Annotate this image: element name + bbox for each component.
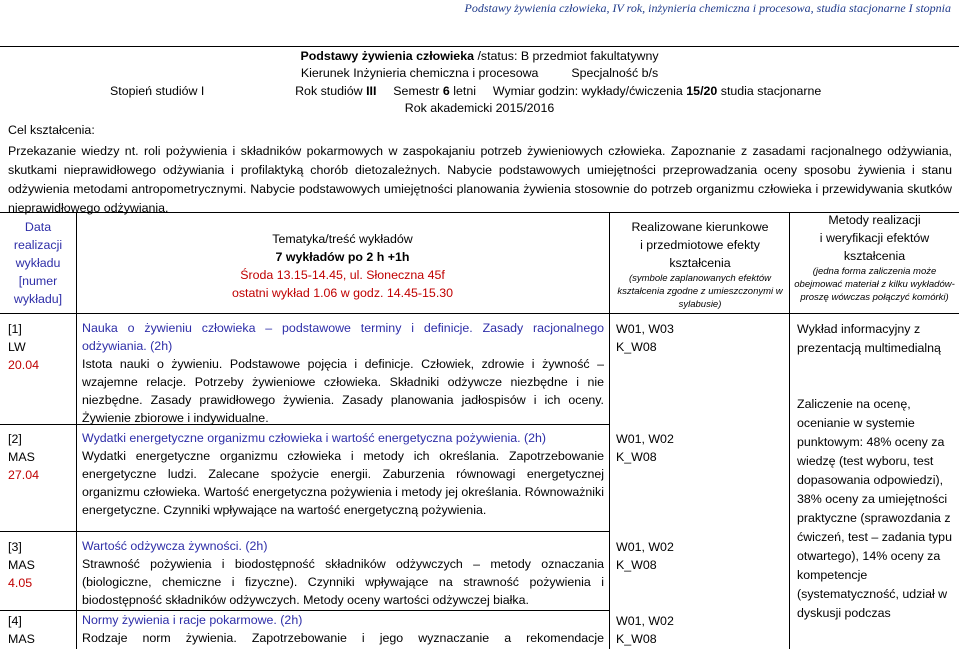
header-rule: [0, 46, 959, 47]
field-line: [0, 66, 959, 81]
lecture-4-date-cell: [4] MAS: [8, 614, 35, 646]
lecture-2-date-cell: [2] MAS 27.04: [8, 432, 40, 482]
lecture-3-outcomes: W01, W02 K_W08: [616, 540, 674, 572]
lecture-4-topic: Normy żywienia i racje pokarmowe. (2h) Rodzaje norm żywienia. Zapotrzebowanie i jego wyznaczanie a rekomendacje: [82, 613, 604, 645]
lecture-3-topic: Wartość odżywcza żywności. (2h) Strawność pożywienia i biodostępność składników odżywczych – metody oznaczania (biologiczne, chemiczne i fizyczne). Czynniki wpływające na strawność pożywienia i biodostępność składników odżywczych. Metody oceny wartości odżywczej białka.: [82, 539, 604, 607]
methods-lecture-form: Wykład informacyjny z prezentacją multimedialną: [797, 322, 941, 355]
lecture-1-outcomes: W01, W03 K_W08: [616, 322, 674, 354]
table-header-rule: [0, 313, 959, 314]
lecture-1-topic: Nauka o żywieniu człowieka – podstawowe terminy i definicje. Zasady racjonalnego odżywiania. (2h) Istota nauki o żywieniu. Podstawowe pojęcia i definicje. Człowiek, zdrowie i żywność – wzajemne relacje. Potrzeby żywieniowe człowieka. Składniki odżywcze niezbędne i nie niezbędne. Zasady prawidłowego żywienia. Zasady planowania jadłospisów i ich oceny. Żywienie zbiorowe i indywidualne.: [82, 321, 604, 425]
study-mode: studia stacjonarne: [720, 84, 822, 98]
course-title: Podstawy żywienia człowieka: [300, 49, 474, 63]
methods-assessment: Zaliczenie na ocenę, ocenianie w systemie punktowym: 48% oceny za wiedzę (test wyboru, test dopasowania odpowiedzi), 38% oceny za umiejętności praktyczne (sprawozdania z ćwiczeń, test – zadania typu otwartego), 14% oceny za kompetencje (systematyczność, udział w dyskusji podczas: [797, 397, 952, 620]
year-label: Rok studiów: [295, 84, 363, 98]
course-degree: Stopień studiów I: [110, 84, 205, 98]
methods-column-header: Metody realizacji i weryfikacji efektów kształcenia (jedna forma zaliczenia może obejmować materiał z kilku wykładów-proszę wówczas połączyć komórki): [794, 213, 955, 303]
course-field: Kierunek Inżynieria chemiczna i procesowa: [300, 66, 539, 80]
row-rule-2: [0, 531, 610, 532]
course-specialty: Specjalność b/s: [571, 66, 659, 80]
lecture-1-date-cell: [1] LW 20.04: [8, 322, 40, 372]
academic-year: Rok akademicki 2015/2016: [404, 101, 555, 115]
year-value: III: [366, 84, 377, 98]
course-title-line: [0, 49, 959, 64]
semester-value: 6: [442, 84, 450, 98]
goal-text: Przekazanie wiedzy nt. roli pożywienia i składników pokarmowych w zaspokajaniu potrzeb żywieniowych człowieka. Zapoznanie z zasadami racjonalnego odżywiania, skutkami nieprawidłowego odżywiania i profilaktyką chorób dietozależnych. Nabycie podstawowych umiejętności przeprowadzania oceny sposobu żywienia i stanu odżywienia metodami antropometrycznymi. Nabycie podstawowych umiejętności planowania żywienia stosownie do potrzeb organizmu człowieka i przewidywania skutków nieprawidłowego odżywiania.: [8, 144, 952, 215]
hours-value: 15/20: [686, 84, 718, 98]
course-status: /status: B przedmiot fakultatywny: [477, 49, 659, 63]
lecture-2-outcomes: W01, W02 K_W08: [616, 432, 674, 464]
goal-label: Cel kształcenia:: [8, 123, 95, 137]
hours-label: Wymiar godzin: wykłady/ćwiczenia: [492, 84, 683, 98]
table-divider-2: [609, 212, 610, 649]
study-details-line: [0, 84, 959, 99]
topics-column-header: Tematyka/treść wykładów 7 wykładów po 2 h +1h Środa 13.15-14.45, ul. Słoneczna 45f ostatni wykład 1.06 w godz. 14.45-15.30: [231, 232, 454, 300]
table-divider-3: [789, 212, 790, 649]
lecture-2-topic: Wydatki energetyczne organizmu człowieka i wartość energetyczna pożywienia. (2h) Wydatki energetyczne organizmu człowieka i metody ich określania. Zapotrzebowanie energetyczne ludzi. Zalecane spożycie energii. Zaburzenia równowagi energetycznej organizmu człowieka. Wartość energetyczna pożywienia i metody jej określania. Równoważniki energetyczne. Czynniki wpływające na wartość energetyczną pożywienia.: [82, 431, 604, 517]
lecture-3-date-cell: [3] MAS 4.05: [8, 540, 35, 590]
outcomes-column-header: Realizowane kierunkowe i przedmiotowe efekty kształcenia (symbole zaplanowanych efektów kształcenia zgodne z umieszczonymi w sylabusie): [617, 220, 783, 310]
lecture-4-outcomes: W01, W02 K_W08: [616, 614, 674, 646]
date-column-header: Data realizacji wykładu [numer wykładu]: [13, 220, 63, 306]
semester-season: letni: [453, 84, 476, 98]
running-header: Podstawy żywienia człowieka, IV rok, inżynieria chemiczna i procesowa, studia stacjonarne I stopnia: [464, 1, 951, 15]
semester-label: Semestr: [393, 84, 440, 98]
